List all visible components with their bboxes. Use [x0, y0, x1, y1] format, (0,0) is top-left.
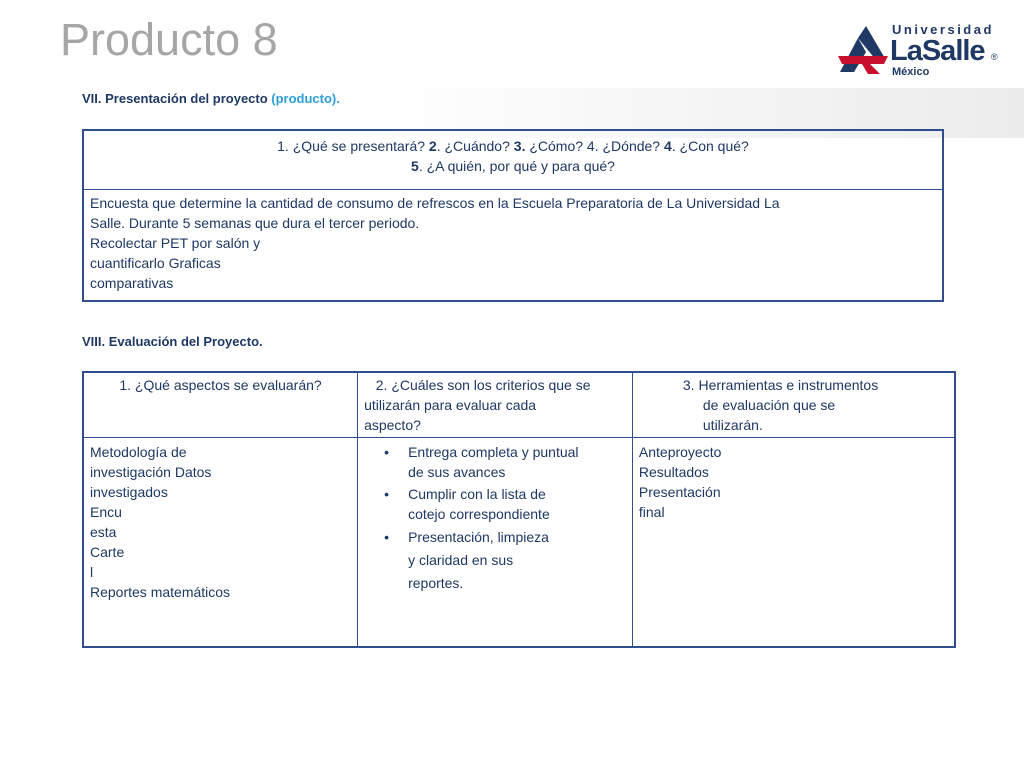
lasalle-star-icon [836, 24, 890, 76]
bullet-icon: • [384, 486, 389, 502]
aspect-line: Reportes matemáticos [90, 584, 231, 600]
logo-universidad: Universidad [892, 22, 994, 37]
evaluation-header-aspects: 1. ¿Qué aspectos se evaluarán? [83, 372, 358, 438]
answer-line: comparativas [90, 275, 174, 291]
lasalle-logo [836, 20, 1006, 80]
evaluation-tools-cell [632, 438, 955, 648]
section-7-heading [82, 91, 340, 106]
tool-line: Anteproyecto [638, 444, 722, 460]
criteria-item: • Presentación, limpieza y claridad en sus reportes. [408, 526, 626, 595]
evaluation-criteria-cell [358, 438, 633, 648]
bullet-icon: • [384, 444, 389, 460]
criteria-item: • Entrega completa y puntual de sus avances [384, 444, 579, 480]
presentation-question-cell [83, 130, 943, 190]
aspect-line: investigados [90, 484, 168, 500]
slide-title: Producto 8 [60, 14, 278, 65]
answer-line: Salle. Durante 5 semanas que dura el tercer periodo. [90, 215, 420, 231]
bullet-icon: • [384, 529, 389, 545]
aspect-line: investigación Datos [90, 464, 212, 480]
aspect-line: l [90, 564, 94, 580]
section-7-heading-main: VII. Presentación del proyecto [82, 91, 272, 106]
tool-line: Resultados [638, 464, 709, 480]
aspect-line: Encu [90, 504, 122, 520]
criteria-item: • Cumplir con la lista de cotejo correspondiente [384, 486, 550, 522]
logo-registered: ® [991, 52, 998, 62]
presentation-table [82, 129, 944, 302]
aspect-line: Carte [90, 544, 125, 560]
aspect-line: Metodología de [90, 444, 187, 460]
answer-line: Recolectar PET por salón y [90, 235, 261, 251]
question-line-2: 5. ¿A quién, por qué y para qué? [411, 158, 615, 174]
answer-line: Encuesta que determine la cantidad de consumo de refrescos en la Escuela Preparatoria de La Universidad La [90, 195, 780, 211]
question-line-1: 1. ¿Qué se presentará? 2. ¿Cuándo? 3. ¿Cómo? 4. ¿Dónde? 4. ¿Con qué? [277, 138, 749, 154]
aspect-line: esta [90, 524, 117, 540]
section-7-heading-accent: (producto). [271, 91, 340, 106]
evaluation-header-criteria: 2. ¿Cuáles son los criterios que se utilizarán para evaluar cada aspecto? [358, 372, 633, 438]
answer-line: cuantificarlo Graficas [90, 255, 221, 271]
logo-lasalle: LaSalle [890, 35, 985, 67]
logo-mexico: México [892, 66, 930, 78]
criteria-list [364, 442, 626, 595]
evaluation-aspects-cell [83, 438, 358, 648]
tool-line: final [638, 504, 665, 520]
evaluation-header-tools: 3. Herramientas e instrumentos de evaluación que se utilizarán. [632, 372, 955, 438]
evaluation-table [82, 371, 956, 648]
section-8-heading: VIII. Evaluación del Proyecto. [82, 334, 263, 349]
tool-line: Presentación [638, 484, 721, 500]
presentation-answer-cell [83, 190, 943, 302]
